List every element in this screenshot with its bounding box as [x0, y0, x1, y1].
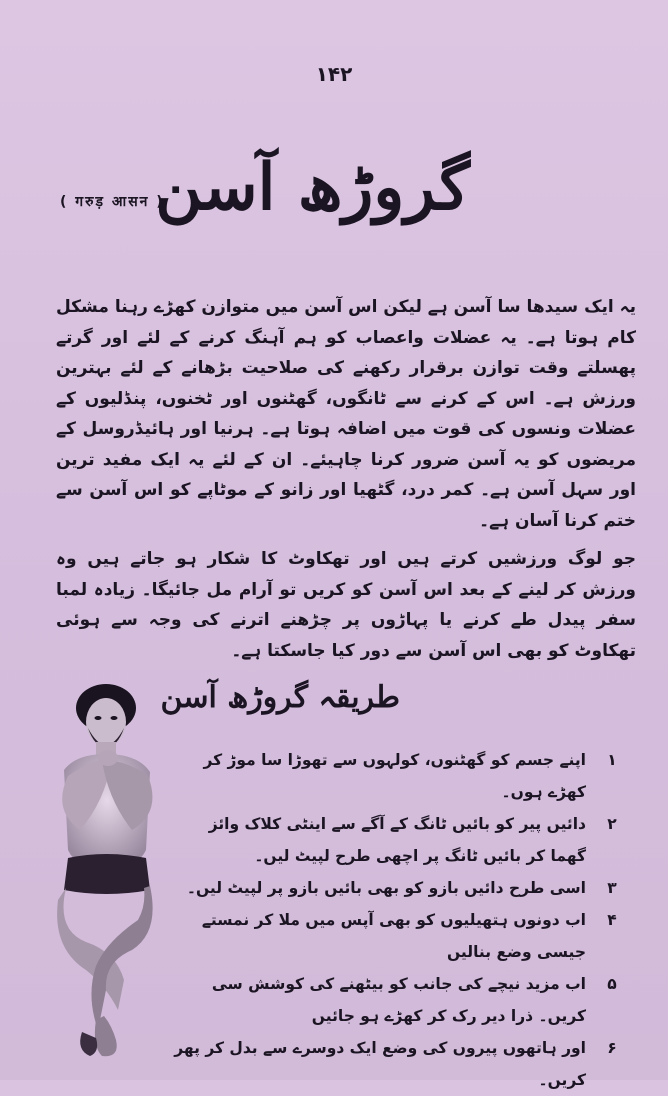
step-number: ۶ — [607, 1039, 617, 1057]
step-number: ۱ — [607, 751, 617, 769]
step-item — [170, 1032, 626, 1096]
step-number: ۳ — [607, 879, 617, 897]
step-text: اور ہاتھوں پیروں کی وضع ایک دوسرے سے بدل کر پھر کریں۔ — [174, 1039, 586, 1089]
hindi-subtitle: ( गरुड़ आसन ) — [60, 194, 165, 210]
step-item — [170, 744, 626, 808]
step-number: ۲ — [607, 815, 617, 833]
page-title: گروڑھ آسن — [155, 150, 470, 225]
page-number: ۱۴۲ — [315, 62, 353, 86]
step-text: اب دونوں ہتھیلیوں کو بھی آپس میں ملا کر نمستے جیسی وضع بنالیں — [201, 911, 586, 961]
step-item — [170, 968, 626, 1032]
intro-paragraph-2: جو لوگ ورزشیں کرتے ہیں اور تھکاوٹ کا شکار ہو جاتے ہیں وہ ورزش کر لینے کے بعد اس آسن کو کریں تو آرام مل جائیگا۔ زیادہ لمبا سفر پیدل طے کرنے یا پہاڑوں پر چڑھنے اترنے کی وجہ سے ہوئی تھکاوٹ کو بھی اس آسن سے دور کیا جاسکتا ہے۔ — [56, 549, 636, 661]
man-in-garudasana-photo — [46, 680, 172, 1060]
step-text: اب مزید نیچے کی جانب کو بیٹھنے کی کوشش سی کریں۔ ذرا دیر رک کر کھڑے ہو جائیں — [211, 975, 586, 1025]
intro-text — [56, 292, 636, 674]
intro-paragraph-1: یہ ایک سیدھا سا آسن ہے لیکن اس آسن میں متوازن کھڑے رہنا مشکل کام ہوتا ہے۔ یہ عضلات واعصاب کو ہم آہنگ کرنے کے لئے اور گرتے پھسلتے وقت توازن برقرار رکھنے کی صلاحیت بڑھانے کے لئے بہترین ورزش ہے۔ اس کے کرنے سے ٹانگوں، گھٹنوں اور ٹخنوں، پنڈلیوں کے عضلات ونسوں کی قوت میں اضافہ ہوتا ہے۔ ہرنیا اور ہائیڈروسل کے مریضوں کو یہ آسن ضرور کرنا چاہیئے۔ ان کے لئے یہ ایک مفید ترین اور سہل آسن ہے۔ کمر درد، گٹھیا اور زانو کے موٹاپے کو اس آسن سے ختم کرنا آسان ہے۔ — [56, 297, 636, 531]
step-text: اسی طرح دائیں بازو کو بھی بائیں بازو پر لپیٹ لیں۔ — [186, 879, 586, 897]
step-item — [170, 808, 626, 872]
title-row — [40, 138, 620, 248]
step-number: ۴ — [607, 911, 617, 929]
step-number: ۵ — [607, 975, 617, 993]
method-heading: طریقہ گروڑھ آسن — [160, 680, 400, 715]
steps-list — [170, 744, 626, 1096]
step-item — [170, 872, 626, 904]
step-text: دائیں پیر کو بائیں ٹانگ کے آگے سے اینٹی کلاک وائز گھما کر بائیں ٹانگ پر اچھی طرح لپیٹ لیں۔ — [208, 815, 586, 865]
step-text: اپنے جسم کو گھٹنوں، کولہوں سے تھوڑا سا موڑ کر کھڑے ہوں۔ — [203, 751, 586, 801]
step-item — [170, 904, 626, 968]
